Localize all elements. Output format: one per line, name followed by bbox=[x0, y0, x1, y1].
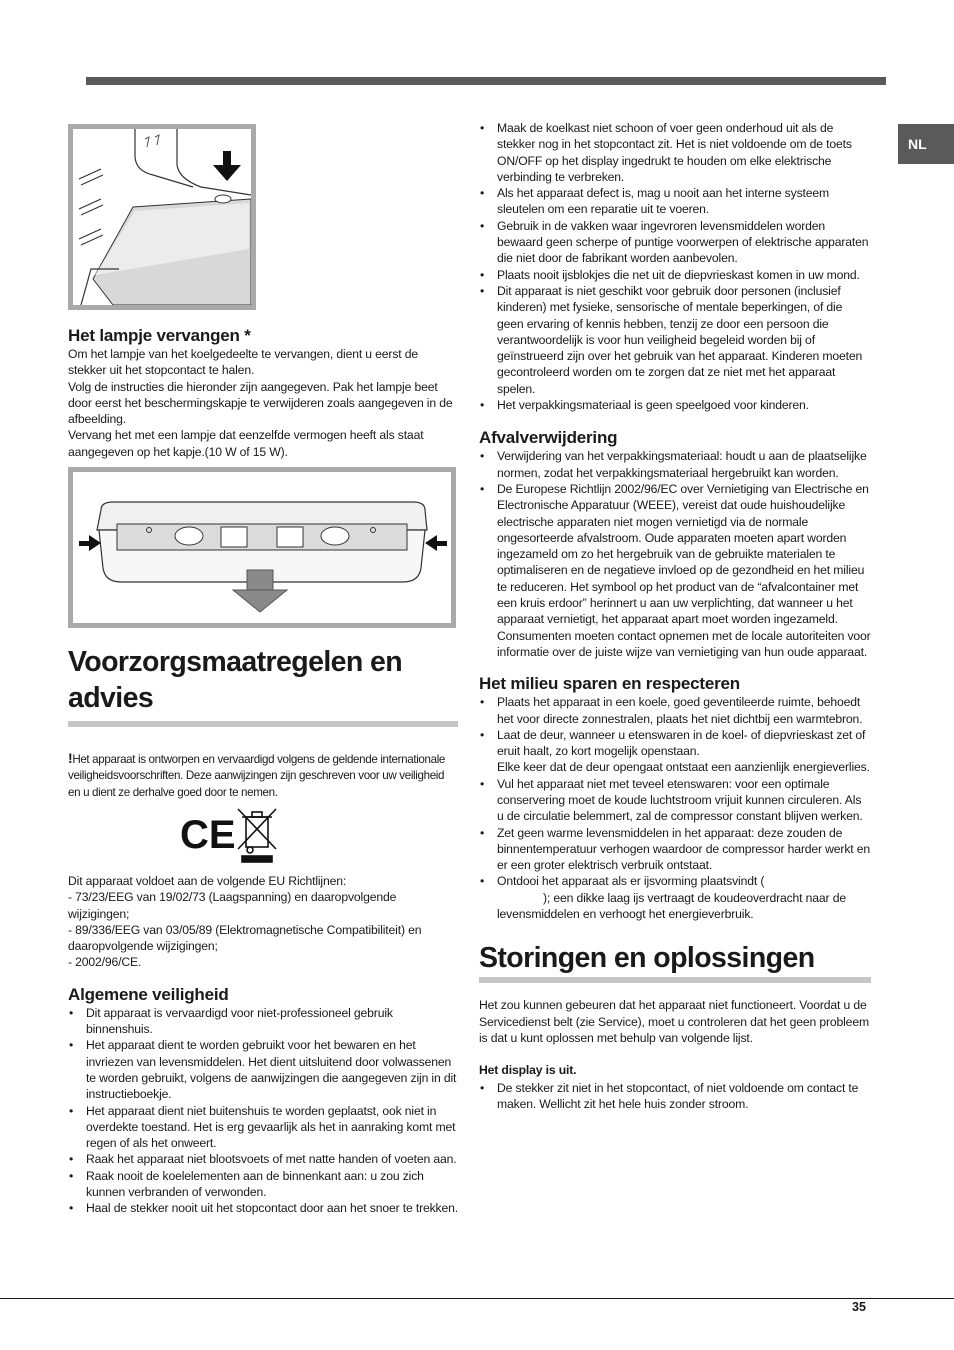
crossed-bin-icon bbox=[238, 809, 276, 862]
safety-list-continued bbox=[479, 120, 871, 413]
list-item: • Raak nooit de koelelementen aan de binnenkant aan: u zou zich kunnen verbranden of verwonden. bbox=[68, 1168, 458, 1201]
list-item: • Het apparaat dient niet buitenshuis te worden geplaatst, ook niet in overdekte toestand. Het is erg gevaarlijk als het in aanraking komt met regen of als het onweert. bbox=[68, 1103, 458, 1152]
directive-line: - 2002/96/CE. bbox=[68, 955, 142, 970]
defrost-continuation: ); een dikke laag ijs vertraagt de koudeoverdracht naar de levensmiddelen en verhoogt het energieverbruik. bbox=[497, 890, 846, 922]
precautions-title-line1: Voorzorgsmaatregelen en bbox=[68, 646, 403, 679]
certification-marks bbox=[68, 801, 458, 873]
list-item-text: Laat de deur, wanneer u etenswaren in de koel- of diepvrieskast zet of eruit haalt, zo kort mogelijk openstaan. bbox=[497, 727, 866, 759]
disposal-note: Consumenten moeten contact opnemen met de locale autoriteiten voor informatie over de juiste wijze van vernietiging van hun oude apparaat. bbox=[497, 628, 871, 659]
lamp-paragraph: Vervang het met een lampje dat eenzelfde vermogen heeft als staat aangegeven op het kapje.(10 W of 15 W). bbox=[68, 428, 424, 459]
notice-text: Het apparaat is ontworpen en vervaardigd volgens de geldende internationale veiligheidsvoorschriften. Deze aanwijzingen zijn geschreven voor uw veiligheid en u dient ze derhalve goed door te nemen. bbox=[68, 753, 446, 799]
list-item: • Plaats het apparaat in een koele, goed geventileerde ruimte, behoedt het voor directe zonnestralen, plaats het niet dichtbij een warmtebron. bbox=[479, 694, 871, 727]
lamp-section bbox=[68, 326, 458, 460]
safety-list bbox=[68, 1005, 458, 1217]
list-item: • Maak de koelkast niet schoon of voer geen onderhoud uit als de stekker nog in het stopcontact zit. Het is niet voldoende om de toets ON/OFF op het display ingedrukt te houden om elke elektrische verbinding te verbreken. bbox=[479, 120, 871, 185]
ce-weee-marks bbox=[68, 801, 458, 873]
list-item: • Verwijdering van het verpakkingsmateriaal: houdt u aan de plaatselijke normen, zodat het verpakkingsmateriaal hergebruikt kan worden. bbox=[479, 448, 871, 481]
trouble-title: Storingen en oplossingen bbox=[479, 942, 815, 975]
ce-mark-text: CE bbox=[180, 812, 236, 857]
directives-list bbox=[68, 873, 458, 971]
precautions-title-line2: advies bbox=[68, 682, 154, 715]
environment-title: Het milieu sparen en respecteren bbox=[479, 674, 740, 694]
safety-title: Algemene veiligheid bbox=[68, 984, 229, 1004]
list-item: • Plaats nooit ijsblokjes die net uit de diepvrieskast komen in uw mond. bbox=[479, 267, 871, 283]
list-item: • De stekker zit niet in het stopcontact, of niet voldoende om contact te maken. Wellicht zit het hele huis zonder stroom. bbox=[479, 1080, 871, 1113]
list-item-text: De Europese Richtlijn 2002/96/EC over Vernietiging van Electrische en Electronische Apparatuur (WEEE), vereist dat oude huishoudelijke electrische apparaten niet mogen vernietigd via de normale ongesorteerde afvalstroom. Oude apparaten moeten apart worden ingezameld om zo het hergebruik van de gebruikte materialen te optimaliseren en de negatieve invloed op de gezondheid en het milieu te reduceren. Het symbool op het product van de “afvalcontainer met een kruis erdoor” herinnert u aan uw verplichting, dat wanneer u het apparaat vernietigt, het apparaat apart moet worden ingezameld. bbox=[497, 481, 869, 627]
lamp-paragraph: Om het lampje van het koelgedeelte te vervangen, dient u eerst de stekker uit het stopcontact te halen. bbox=[68, 347, 419, 378]
list-item: • Als het apparaat defect is, mag u nooit aan het interne systeem sleutelen om een reparatie uit te voeren. bbox=[479, 185, 871, 218]
precautions-title bbox=[68, 644, 458, 716]
warning-mark: ! bbox=[68, 750, 73, 767]
language-tab bbox=[898, 124, 954, 164]
language-label: NL bbox=[908, 136, 927, 152]
lamp-cover-illustration bbox=[73, 472, 451, 623]
list-item: • Gebruik in de vakken waar ingevroren levensmiddelen worden bewaard geen scherpe of puntige voorwerpen of elektrische apparaten die niet door de fabrikant worden aanbevolen. bbox=[479, 218, 871, 267]
list-item: • Het apparaat dient te worden gebruikt voor het bewaren en het invriezen van levensmiddelen. Het dient uitsluitend door volwassenen te worden gebruikt, volgens de aanwijzingen die aangegeven zijn in dit instructieboekje. bbox=[68, 1037, 458, 1102]
directive-line: Dit apparaat voldoet aan de volgende EU Richtlijnen: bbox=[68, 873, 347, 888]
footer-rule bbox=[0, 1298, 954, 1299]
fridge-interior-illustration bbox=[73, 129, 251, 305]
precautions-section bbox=[68, 644, 458, 1217]
display-off-label: Het display is uit. bbox=[479, 1063, 577, 1078]
list-item-text: Ontdooi het apparaat als er ijsvorming plaatsvindt ( bbox=[497, 874, 765, 889]
list-item: • Dit apparaat is niet geschikt voor gebruik door personen (inclusief kinderen) met fysieke, sensorische of mentale beperkingen, of die geen ervaring of kennis hebben, tenzij ze door een persoon die verantwoordelijk is voor hun veiligheid begeleid worden bij of geïnstrueerd zijn over het gebruik van het apparaat. Kinderen moeten gecontroleerd worden om te zorgen dat ze niet met het apparaat spelen. bbox=[479, 283, 871, 397]
trouble-intro: Het zou kunnen gebeuren dat het apparaat niet functioneert. Voordat u de Servicedienst belt (zie Service), moet u controleren dat het geen probleem is dat u kunt oplossen met behulp van volgende lijst. bbox=[479, 998, 869, 1045]
list-item: • Vul het apparaat niet met teveel etenswaren: voor een optimale conservering moet de koude luchtstroom vrijuit kunnen circuleren. Als u de circulatie belemmert, zal de compressor constant blijven werken. bbox=[479, 776, 871, 825]
list-item: • Het verpakkingsmateriaal is geen speelgoed voor kinderen. bbox=[479, 397, 871, 413]
safety-notice bbox=[68, 750, 458, 801]
list-item: • Zet geen warme levensmiddelen in het apparaat: deze zouden de binnentemperatuur verhogen waardoor de compressor harder werkt en er een groter elektrisch verbruik ontstaat. bbox=[479, 825, 871, 874]
list-item bbox=[479, 481, 871, 660]
ce-mark-icon bbox=[180, 813, 236, 857]
lamp-location-figure bbox=[68, 124, 256, 310]
title-rule bbox=[68, 721, 458, 727]
lamp-cover-figure bbox=[68, 467, 456, 628]
list-item: • Haal de stekker nooit uit het stopcontact door aan het snoer te trekken. bbox=[68, 1200, 458, 1216]
lamp-paragraph: Volg de instructies die hieronder zijn aangegeven. Pak het lampje beet door eerst het beschermingskapje te verwijderen zoals aangegeven in de afbeelding. bbox=[68, 379, 453, 427]
door-note: Elke keer dat de deur opengaat ontstaat een aanzienlijk energieverlies. bbox=[497, 760, 870, 775]
environment-list bbox=[479, 694, 871, 922]
list-item: • Dit apparaat is vervaardigd voor niet-professioneel gebruik binnenshuis. bbox=[68, 1005, 458, 1038]
directive-line: - 73/23/EEG van 19/02/73 (Laagspanning) en daaropvolgende wijzigingen; bbox=[68, 890, 397, 921]
page-number: 35 bbox=[852, 1300, 866, 1314]
right-column bbox=[479, 120, 871, 1112]
header-bar bbox=[86, 77, 886, 85]
directive-line: - 89/336/EEG van 03/05/89 (Elektromagnetische Compatibiliteit) en daaropvolgende wijzigingen; bbox=[68, 922, 422, 954]
left-column bbox=[68, 124, 458, 1217]
display-off-list bbox=[479, 1080, 871, 1113]
lamp-title: Het lampje vervangen * bbox=[68, 326, 251, 345]
title-rule bbox=[479, 977, 871, 983]
list-item: • Raak het apparaat niet blootsvoets of met natte handen of voeten aan. bbox=[68, 1151, 458, 1167]
disposal-list bbox=[479, 448, 871, 660]
list-item bbox=[479, 727, 871, 776]
list-item bbox=[479, 873, 871, 922]
disposal-title: Afvalverwijdering bbox=[479, 428, 618, 448]
